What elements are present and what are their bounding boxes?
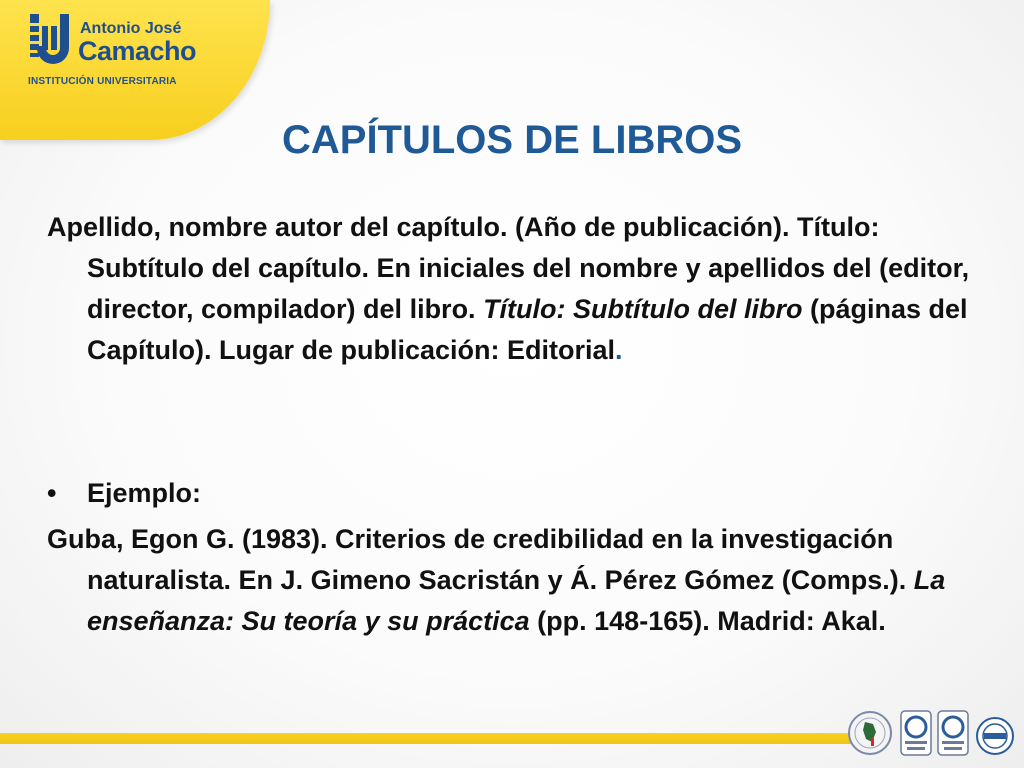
citation-format-paragraph	[47, 207, 982, 371]
logo-subtitle: INSTITUCIÓN UNIVERSITARIA	[28, 76, 177, 87]
iqnet-iso-icon	[937, 710, 969, 756]
citation-example-paragraph	[47, 519, 982, 642]
citation-format-period: .	[615, 335, 623, 365]
citation-format-text-end: (páginas del Capítulo). Lugar de publicación: Editorial	[87, 294, 968, 365]
slide-title: CAPÍTULOS DE LIBROS	[281, 118, 743, 162]
citation-example-text: Guba, Egon G. (1983). Criterios de credibilidad en la investigación naturalista. En J. Gimeno Sacristán y Á. Pérez Gómez (Comps.).	[47, 524, 914, 595]
institution-logo-icon	[28, 12, 72, 74]
example-bullet	[47, 473, 982, 514]
example-label: Ejemplo:	[87, 478, 202, 508]
citation-example	[47, 519, 982, 642]
institution-logo	[28, 12, 228, 92]
iqnet-seal-icon	[975, 716, 1015, 756]
logo-name-line1: Antonio José	[80, 20, 182, 37]
certification-logos	[845, 708, 1020, 764]
citation-format	[47, 207, 982, 371]
footer-bar	[0, 733, 860, 744]
citation-example-text-end: (pp. 148-165). Madrid: Akal.	[529, 606, 886, 636]
citation-format-italic: Título: Subtítulo del libro	[483, 294, 803, 324]
colombia-seal-icon	[847, 708, 893, 758]
logo-name-line2: Camacho	[78, 36, 197, 66]
citation-format-text: Apellido, nombre autor del capítulo. (Año de publicación). Título: Subtítulo del capítulo. En iniciales del nombre y apellidos del (editor, director, compilador) del libro.	[47, 212, 970, 324]
citation-example-italic: La enseñanza: Su teoría y su práctica	[87, 565, 946, 636]
bullet-icon: •	[47, 478, 57, 508]
icontec-iso-icon	[900, 710, 932, 756]
